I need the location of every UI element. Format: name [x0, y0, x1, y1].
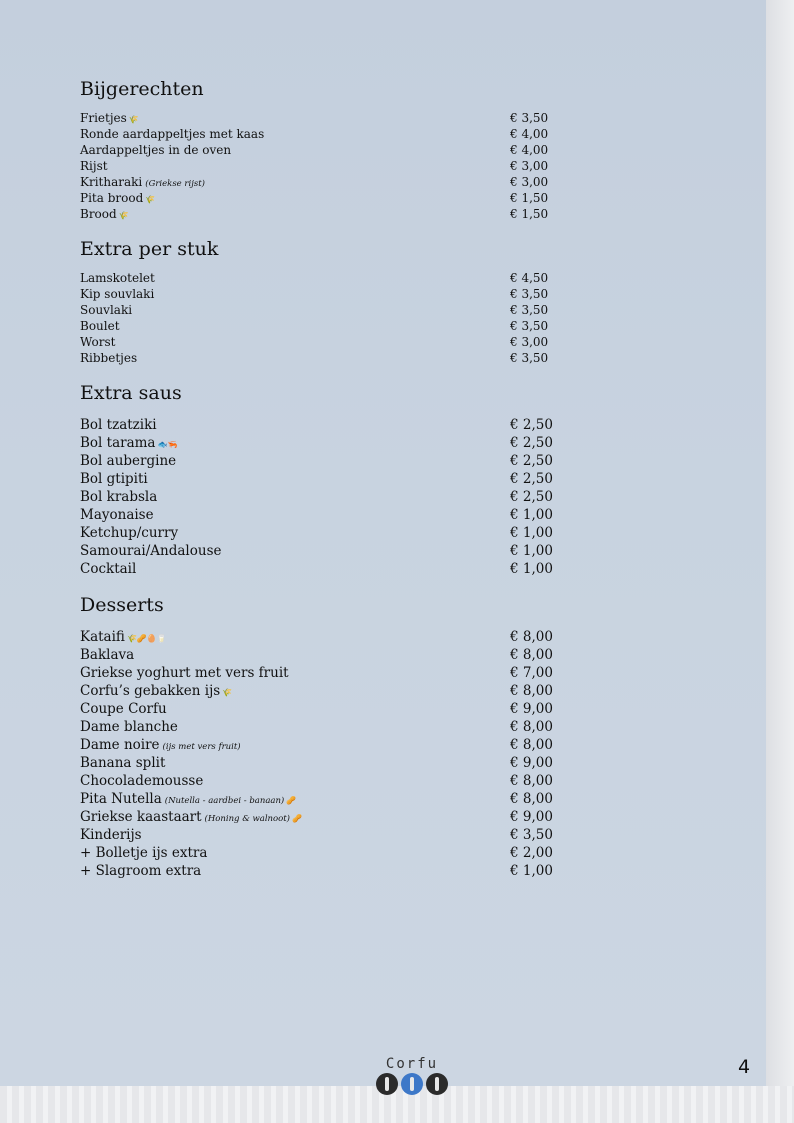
item-name: Mayonaise — [80, 507, 154, 523]
item-name: Lamskotelet — [80, 271, 155, 285]
item-name: Ronde aardappeltjes met kaas — [80, 127, 265, 141]
item-price: € 3,50 — [510, 827, 553, 843]
item-note: (Nutella - aardbei - banaan) — [164, 796, 285, 806]
item-name: Bol aubergine — [80, 453, 177, 469]
menu-item — [80, 302, 640, 318]
page-edge-right — [766, 0, 794, 1123]
allergen-icon: 🌾🥜🥚🥛 — [126, 634, 167, 643]
item-price: € 4,50 — [510, 271, 549, 285]
item-price: € 2,50 — [510, 435, 553, 451]
item-price: € 3,00 — [510, 175, 549, 189]
item-note: (Griekse rijst) — [145, 179, 205, 189]
item-name: Dame blanche — [80, 719, 178, 735]
item-price: € 1,00 — [510, 507, 553, 523]
menu-item — [80, 736, 640, 754]
menu-item — [80, 700, 640, 718]
allergen-icon: 🐟🦐 — [157, 440, 178, 449]
menu-item — [80, 416, 640, 434]
menu-list — [80, 416, 640, 578]
item-price: € 9,00 — [510, 701, 553, 717]
menu-item — [80, 142, 640, 158]
item-price: € 1,00 — [510, 543, 553, 559]
item-price: € 1,00 — [510, 863, 553, 879]
item-name: Samourai/Andalouse — [80, 543, 222, 559]
item-price: € 8,00 — [510, 683, 553, 699]
item-price: € 1,00 — [510, 525, 553, 541]
item-price: € 3,00 — [510, 335, 549, 349]
menu-item — [80, 190, 640, 206]
item-name: Pita Nutella — [80, 791, 162, 807]
menu-content — [80, 76, 640, 894]
menu-item — [80, 434, 640, 452]
item-price: € 4,00 — [510, 127, 549, 141]
menu-item — [80, 524, 640, 542]
item-name: + Bolletje ijs extra — [80, 845, 208, 861]
menu-item — [80, 350, 640, 366]
item-price: € 1,50 — [510, 207, 549, 221]
item-name: Cocktail — [80, 561, 137, 577]
item-price: € 2,50 — [510, 489, 553, 505]
item-name: Souvlaki — [80, 303, 133, 317]
item-price: € 3,50 — [510, 303, 549, 317]
menu-item — [80, 270, 640, 286]
item-name: Griekse kaastaart — [80, 809, 202, 825]
item-price: € 1,50 — [510, 191, 549, 205]
section-title: Extra saus — [80, 382, 182, 404]
menu-item — [80, 826, 640, 844]
item-price: € 8,00 — [510, 629, 553, 645]
allergen-icon: 🥜 — [291, 814, 302, 823]
menu-item — [80, 470, 640, 488]
menu-item — [80, 206, 640, 222]
menu-list — [80, 110, 640, 222]
item-name: Kritharaki — [80, 175, 143, 189]
item-name: Coupe Corfu — [80, 701, 167, 717]
menu-item — [80, 682, 640, 700]
item-name: Bol gtipiti — [80, 471, 148, 487]
item-name: Chocolademousse — [80, 773, 204, 789]
menu-list — [80, 628, 640, 880]
knife-icon — [426, 1073, 448, 1095]
menu-item — [80, 646, 640, 664]
item-note: (ijs met vers fruit) — [162, 742, 241, 752]
allergen-icon: 🌾 — [145, 195, 156, 204]
menu-item — [80, 318, 640, 334]
item-price: € 8,00 — [510, 773, 553, 789]
page-number: 4 — [738, 1056, 751, 1078]
menu-item — [80, 718, 640, 736]
menu-item — [80, 158, 640, 174]
section-bijgerechten — [80, 76, 640, 222]
section-extra-per-stuk — [80, 236, 640, 366]
menu-item — [80, 174, 640, 190]
item-price: € 8,00 — [510, 719, 553, 735]
fork-icon — [376, 1073, 398, 1095]
allergen-icon: 🌾 — [128, 115, 139, 124]
menu-item — [80, 110, 640, 126]
menu-item — [80, 488, 640, 506]
menu-list — [80, 270, 640, 366]
item-price: € 9,00 — [510, 809, 553, 825]
item-name: Ketchup/curry — [80, 525, 179, 541]
logo-text: Corfu — [385, 1056, 439, 1072]
menu-item — [80, 628, 640, 646]
item-name: Bol tarama — [80, 435, 156, 451]
item-price: € 3,50 — [510, 111, 549, 125]
item-price: € 3,50 — [510, 287, 549, 301]
menu-item — [80, 560, 640, 578]
item-price: € 3,00 — [510, 159, 549, 173]
item-name: Brood — [80, 207, 117, 221]
item-name: Worst — [80, 335, 116, 349]
section-title: Desserts — [80, 594, 164, 616]
section-title: Extra per stuk — [80, 238, 219, 260]
item-name: Baklava — [80, 647, 135, 663]
item-price: € 8,00 — [510, 737, 553, 753]
item-name: Rijst — [80, 159, 108, 173]
item-price: € 4,00 — [510, 143, 549, 157]
footer-logo — [370, 1056, 454, 1095]
item-name: Bol tzatziki — [80, 417, 157, 433]
allergen-icon: 🌾 — [118, 211, 129, 220]
item-name: Frietjes — [80, 111, 127, 125]
item-price: € 3,50 — [510, 351, 549, 365]
menu-item — [80, 862, 640, 880]
item-price: € 8,00 — [510, 791, 553, 807]
item-price: € 8,00 — [510, 647, 553, 663]
item-price: € 2,50 — [510, 417, 553, 433]
menu-item — [80, 790, 640, 808]
menu-item — [80, 334, 640, 350]
item-name: Boulet — [80, 319, 120, 333]
item-price: € 2,50 — [510, 471, 553, 487]
item-name: Banana split — [80, 755, 166, 771]
menu-item — [80, 506, 640, 524]
menu-item — [80, 542, 640, 560]
item-name: + Slagroom extra — [80, 863, 202, 879]
item-price: € 2,00 — [510, 845, 553, 861]
item-price: € 1,00 — [510, 561, 553, 577]
item-name: Pita brood — [80, 191, 144, 205]
menu-item — [80, 808, 640, 826]
menu-item — [80, 844, 640, 862]
allergen-icon: 🌾 — [222, 688, 233, 697]
item-name: Kip souvlaki — [80, 287, 155, 301]
section-desserts — [80, 592, 640, 880]
menu-item — [80, 754, 640, 772]
menu-item — [80, 126, 640, 142]
item-name: Dame noire — [80, 737, 160, 753]
item-price: € 2,50 — [510, 453, 553, 469]
item-price: € 7,00 — [510, 665, 553, 681]
spoon-icon — [401, 1073, 423, 1095]
item-name: Griekse yoghurt met vers fruit — [80, 665, 289, 681]
allergen-icon: 🥜 — [286, 796, 297, 805]
section-title: Bijgerechten — [80, 78, 204, 100]
menu-item — [80, 664, 640, 682]
item-price: € 3,50 — [510, 319, 549, 333]
item-name: Ribbetjes — [80, 351, 138, 365]
menu-item — [80, 772, 640, 790]
item-price: € 9,00 — [510, 755, 553, 771]
section-extra-saus — [80, 380, 640, 578]
item-note: (Honing & walnoot) — [204, 814, 290, 824]
menu-item — [80, 286, 640, 302]
item-name: Kinderijs — [80, 827, 142, 843]
item-name: Corfu’s gebakken ijs — [80, 683, 221, 699]
item-name: Bol krabsla — [80, 489, 158, 505]
logo-mark — [370, 1073, 454, 1095]
item-name: Kataifi — [80, 629, 125, 645]
menu-item — [80, 452, 640, 470]
item-name: Aardappeltjes in de oven — [80, 143, 232, 157]
